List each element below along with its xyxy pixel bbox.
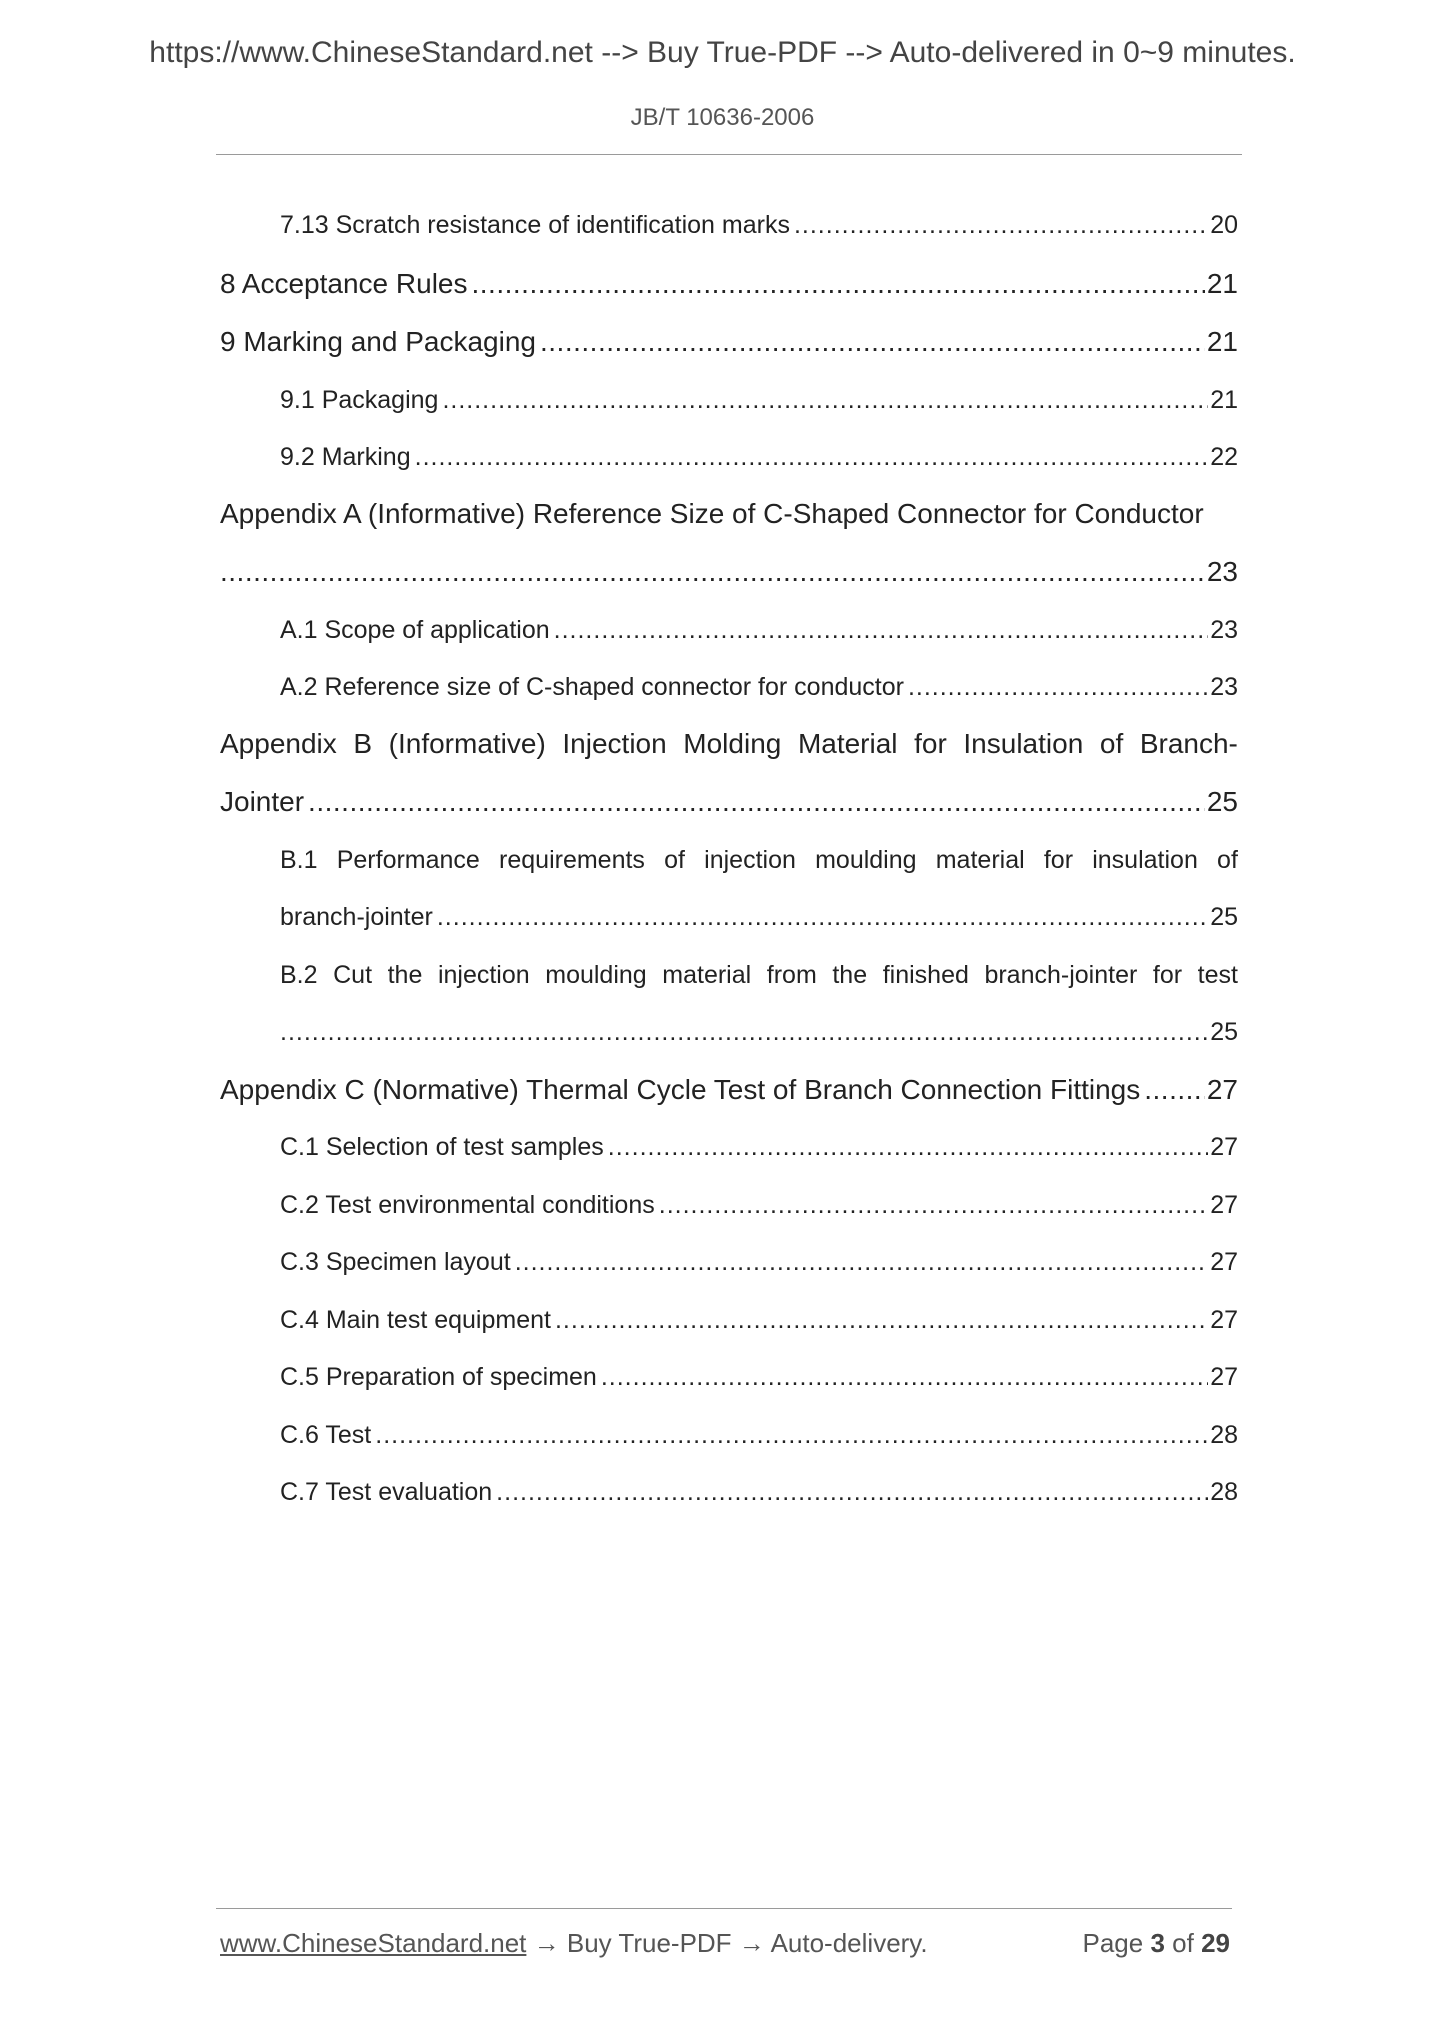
toc-word: moulding xyxy=(815,846,917,874)
toc-word: for xyxy=(1043,846,1074,874)
dot-leader xyxy=(608,1133,1208,1162)
toc-entry-a-1[interactable] xyxy=(280,616,1238,645)
toc-entry-title: C.5 Preparation of specimen xyxy=(280,1363,597,1391)
toc-entry-appendix-a[interactable] xyxy=(220,556,1238,588)
toc-word: the xyxy=(387,961,423,989)
toc-entry-title: 7.13 Scratch resistance of identification marks xyxy=(280,211,790,239)
toc-word: injection xyxy=(704,846,796,874)
download-banner[interactable]: https://www.ChineseStandard.net --> Buy True-PDF --> Auto-delivered in 0~9 minutes. xyxy=(149,36,1296,69)
toc-word: Injection xyxy=(562,728,667,759)
dot-leader xyxy=(1144,1074,1205,1106)
toc-entry-page: 21 xyxy=(1210,386,1238,414)
toc-entry-title: C.2 Test environmental conditions xyxy=(280,1191,655,1219)
toc-word: Branch- xyxy=(1139,728,1238,759)
toc-entry-page: 25 xyxy=(1206,786,1238,817)
toc-entry-title: branch-jointer xyxy=(280,903,433,931)
document-code: JB/T 10636-2006 xyxy=(630,104,815,131)
toc-word: (Informative) xyxy=(388,728,546,759)
toc-entry-page: 27 xyxy=(1206,1074,1238,1105)
toc-entry-title: C.7 Test evaluation xyxy=(280,1478,493,1506)
toc-word: moulding xyxy=(545,961,647,989)
toc-word: material xyxy=(935,846,1025,874)
toc-entry-page: 20 xyxy=(1210,211,1238,239)
toc-word: B.1 xyxy=(280,846,318,874)
toc-entry-appendix-b-title[interactable] xyxy=(220,728,1238,760)
toc-entry-b-2[interactable] xyxy=(280,1018,1238,1047)
toc-word: from xyxy=(766,961,817,989)
toc-entry-page: 21 xyxy=(1206,268,1238,299)
dot-leader xyxy=(554,616,1209,645)
dot-leader xyxy=(280,1018,1208,1047)
dot-leader xyxy=(415,443,1209,472)
toc-entry-b-1-title[interactable] xyxy=(280,846,1238,875)
dot-leader xyxy=(794,211,1208,240)
dot-leader xyxy=(659,1191,1208,1220)
toc-word: insulation xyxy=(1092,846,1198,874)
toc-entry-appendix-a-title[interactable]: Appendix A (Informative) Reference Size of C-Shaped Connector for Conductor xyxy=(220,498,1204,529)
toc-entry-page: 23 xyxy=(1206,556,1238,587)
footer-delivery-text: → Buy True-PDF → Auto-delivery. xyxy=(526,1928,928,1958)
toc-word: material xyxy=(662,961,752,989)
page-footer xyxy=(220,1928,1230,1959)
page-label: Page xyxy=(1082,1928,1144,1958)
dot-leader xyxy=(308,786,1205,818)
dot-leader xyxy=(442,386,1208,415)
page-number xyxy=(1082,1928,1230,1959)
toc-entry-title: A.2 Reference size of C-shaped connector for conductor xyxy=(280,673,904,701)
dot-leader xyxy=(555,1306,1208,1335)
footer-divider xyxy=(216,1908,1232,1909)
toc-entry-9-2[interactable] xyxy=(280,443,1238,472)
toc-word: Performance xyxy=(336,846,480,874)
toc-entry-page: 28 xyxy=(1210,1478,1238,1506)
toc-word: requirements xyxy=(499,846,645,874)
toc-word: finished xyxy=(882,961,969,989)
toc-entry-9-1[interactable] xyxy=(280,386,1238,415)
toc-entry-page: 23 xyxy=(1210,673,1238,701)
dot-leader xyxy=(496,1478,1208,1507)
toc-word: B xyxy=(353,728,373,759)
toc-entry-title: C.4 Main test equipment xyxy=(280,1306,551,1334)
toc-entry-page: 27 xyxy=(1210,1363,1238,1391)
dot-leader xyxy=(601,1363,1208,1392)
toc-entry-7-13[interactable] xyxy=(280,211,1238,240)
toc-entry-title: A.1 Scope of application xyxy=(280,616,550,644)
toc-word: test xyxy=(1197,961,1238,989)
toc-entry-c-5[interactable] xyxy=(280,1363,1238,1392)
toc-entry-page: 27 xyxy=(1210,1191,1238,1219)
toc-entry-c-3[interactable] xyxy=(280,1248,1238,1277)
dot-leader xyxy=(515,1248,1209,1277)
page-total: 29 xyxy=(1201,1928,1230,1958)
toc-word: for xyxy=(1152,961,1183,989)
toc-entry-b-2-title[interactable] xyxy=(280,961,1238,990)
toc-word: B.2 xyxy=(280,961,318,989)
toc-entry-page: 27 xyxy=(1210,1306,1238,1334)
toc-entry-page: 27 xyxy=(1210,1133,1238,1161)
toc-word: the xyxy=(832,961,868,989)
toc-entry-title: 9 Marking and Packaging xyxy=(220,326,536,357)
toc-word: Material xyxy=(797,728,898,759)
toc-entry-title: Appendix C (Normative) Thermal Cycle Test of Branch Connection Fittings xyxy=(220,1074,1141,1105)
dot-leader xyxy=(472,268,1205,300)
toc-entry-c-7[interactable] xyxy=(280,1478,1238,1507)
dot-leader xyxy=(375,1421,1208,1450)
toc-entry-page: 22 xyxy=(1210,443,1238,471)
dot-leader xyxy=(908,673,1208,702)
toc-entry-title: C.1 Selection of test samples xyxy=(280,1133,604,1161)
toc-entry-a-2[interactable] xyxy=(280,673,1238,702)
header-divider xyxy=(216,154,1242,155)
toc-word: Appendix xyxy=(220,728,337,759)
toc-entry-8[interactable] xyxy=(220,268,1238,300)
toc-word: Cut xyxy=(333,961,373,989)
toc-entry-page: 25 xyxy=(1210,903,1238,931)
dot-leader xyxy=(437,903,1208,932)
toc-entry-title: C.6 Test xyxy=(280,1421,372,1449)
toc-word: of xyxy=(1217,846,1238,874)
toc-word: for xyxy=(914,728,947,759)
toc-entry-page: 25 xyxy=(1210,1018,1238,1046)
toc-entry-appendix-c[interactable] xyxy=(220,1074,1238,1106)
toc-entry-c-2[interactable] xyxy=(280,1191,1238,1220)
toc-entry-title: 8 Acceptance Rules xyxy=(220,268,468,299)
toc-word: injection xyxy=(437,961,530,989)
toc-word: Molding xyxy=(683,728,782,759)
toc-word: of xyxy=(1099,728,1124,759)
toc-entry-b-1[interactable] xyxy=(280,903,1238,932)
toc-word: branch-jointer xyxy=(984,961,1138,989)
toc-entry-page: 27 xyxy=(1210,1248,1238,1276)
toc-entry-page: 21 xyxy=(1206,326,1238,357)
toc-entry-page: 28 xyxy=(1210,1421,1238,1449)
toc-entry-title: 9.1 Packaging xyxy=(280,386,439,414)
toc-entry-title: C.3 Specimen layout xyxy=(280,1248,511,1276)
toc-word: of xyxy=(664,846,685,874)
page-of: of xyxy=(1172,1928,1194,1958)
toc-entry-title: 9.2 Marking xyxy=(280,443,411,471)
toc-entry-appendix-b[interactable] xyxy=(220,786,1238,818)
toc-word: Insulation xyxy=(963,728,1084,759)
toc-entry-c-1[interactable] xyxy=(280,1133,1238,1162)
dot-leader xyxy=(540,326,1205,358)
toc-entry-9[interactable] xyxy=(220,326,1238,358)
dot-leader xyxy=(220,556,1205,588)
toc-entry-title: Jointer xyxy=(220,786,305,817)
toc-entry-page: 23 xyxy=(1210,616,1238,644)
footer-site-link[interactable]: www.ChineseStandard.net xyxy=(220,1928,527,1958)
toc-entry-c-6[interactable] xyxy=(280,1421,1238,1450)
toc-entry-c-4[interactable] xyxy=(280,1306,1238,1335)
page-current: 3 xyxy=(1150,1928,1165,1958)
